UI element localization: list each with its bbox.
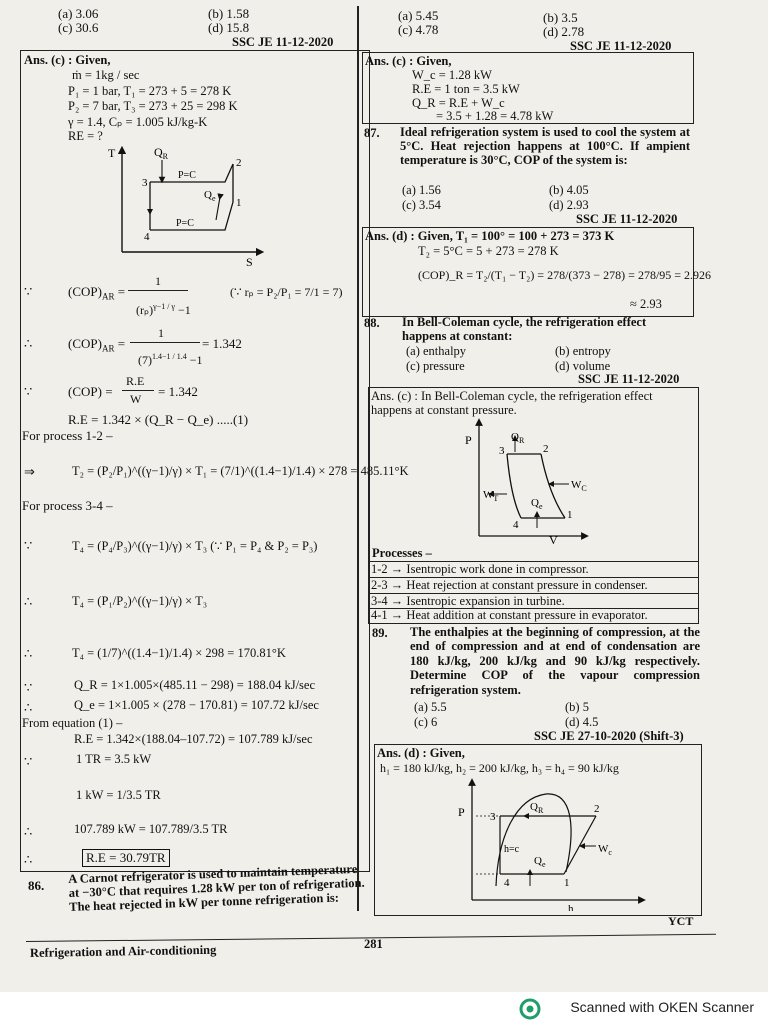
cop3-symbol: ∵ [24, 384, 33, 399]
ans88-text: Ans. (c) : In Bell-Coleman cycle, the refrigeration effect happens at constant pressure. [371, 389, 653, 417]
cop1-lhs: $(COP)_{AR}$ = [68, 284, 126, 302]
cop1-symbol: ∵ [24, 284, 33, 299]
q85-option-d: (d) 15.8 [208, 20, 250, 35]
process-3-4: 3-4 → Isentropic expansion in turbine. [371, 594, 565, 608]
ph-point-2: 2 [594, 803, 600, 815]
ts-point-1: 1 [236, 197, 242, 209]
from-equation: From equation (1) – [22, 716, 123, 730]
pv-wc-label: $W_C$ [571, 479, 587, 493]
cop2-result: = 1.342 [202, 336, 242, 351]
ton-conversion: 1 TR = 3.5 kW [76, 752, 152, 766]
oken-scanner-icon [519, 998, 541, 1020]
ph-p-label: P [458, 805, 465, 819]
q86-prev-option-c: (c) 4.78 [398, 22, 439, 37]
ans86-head: Ans. (c) : Given, [365, 54, 452, 68]
ts-isobar-label-low: P=C [176, 218, 194, 229]
cop2-denominator: $(7)^{1.4-1 / 1.4} -1$ [138, 352, 203, 367]
t4a-equation: T₄ = (P₄/P₃)^((γ−1)/γ) × T₃ (∵ P₁ = P₄ & P₂ = P₃) [72, 539, 318, 553]
ph-point-3: 3 [490, 811, 496, 823]
final-symbol: ∴ [24, 852, 33, 867]
q87-reference: SSC JE 11-12-2020 [576, 212, 678, 226]
process-12-heading: For process 1-2 – [22, 428, 113, 443]
cop3-result: = 1.342 [158, 384, 198, 399]
ans86-wc: W_c = 1.28 kW [412, 68, 492, 82]
re-calculation: R.E = 1.342×(188.04–107.72) = 107.789 kJ/sec [74, 732, 313, 746]
t4b-symbol: ∴ [24, 594, 33, 609]
cop2-numerator: 1 [158, 326, 164, 340]
ph-wc-label: $W_c$ [598, 843, 612, 857]
q86-number: 86. [28, 878, 45, 893]
t4c-equation: T₄ = (1/7)^((1.4−1)/1.4) × 298 = 170.81°K [72, 646, 286, 660]
page-number: 281 [364, 937, 383, 951]
process-34-heading: For process 3-4 – [22, 498, 113, 513]
ph-qe-label: $Q_e$ [534, 855, 546, 869]
cop3-numerator: R.E [126, 374, 145, 388]
t4c-symbol: ∴ [24, 646, 33, 661]
pv-diagram [455, 418, 595, 546]
processes-heading: Processes – [372, 546, 432, 560]
q85-option-b: (b) 1.58 [208, 6, 250, 21]
q89-text: The enthalpies at the beginning of compression, at the end of compression and at end of condensation are 180 kJ/kg, 200 kJ/kg and 90 kJ/kg respectively. Determine COP of the vapour compression refrigeration system. [410, 625, 700, 697]
q88-number: 88. [364, 316, 380, 330]
q87-option-a: (a) 1.56 [402, 183, 441, 197]
qe-equation: Q_e = 1×1.005 × (278 − 170.81) = 107.72 kJ/sec [74, 698, 319, 712]
q88-option-a: (a) enthalpy [406, 344, 467, 358]
re-equation: R.E = 1.342 × (Q_R − Q_e) .....(1) [68, 412, 249, 427]
ts-point-3: 3 [142, 177, 148, 189]
ph-diagram [446, 776, 646, 911]
cop2-lhs: $(COP)_{AR}$ = [68, 336, 126, 354]
q89-option-b: (b) 5 [565, 700, 589, 714]
conv-symbol: ∴ [24, 824, 33, 839]
cop3-denominator: W [130, 392, 142, 406]
q87-number: 87. [364, 126, 380, 140]
qr-equation: Q_R = 1×1.005×(485.11 − 298) = 188.04 kJ/sec [74, 678, 316, 692]
re-in-tr: 107.789 kW = 107.789/3.5 TR [74, 822, 228, 836]
q88-option-d: (d) volume [555, 359, 611, 373]
q88-option-b: (b) entropy [555, 344, 611, 358]
ts-qe-label: $Q_e$ [204, 189, 216, 203]
cop3-fraction-bar [122, 390, 154, 391]
ts-isobar-label-high: P=C [178, 170, 196, 181]
t2-implies: ⇒ [24, 464, 35, 479]
pv-p-label: P [465, 433, 472, 447]
q86-prev-option-a: (a) 5.45 [398, 8, 439, 23]
ans87-approx: ≈ 2.93 [630, 297, 662, 311]
q89-option-a: (a) 5.5 [414, 700, 447, 714]
ans87-cop: (COP)_R = T₂/(T₁ − T₂) = 278/(373 − 278) = 278/95 = 2.926 [418, 268, 712, 282]
pv-point-3: 3 [499, 445, 505, 457]
ans89-head: Ans. (d) : Given, [377, 746, 465, 760]
ph-compression [564, 816, 596, 874]
cop2-fraction-bar [130, 342, 200, 343]
final-answer: R.E = 30.79TR [82, 849, 170, 867]
cop1-numerator: 1 [155, 274, 161, 288]
t4b-equation: T₄ = (P₁/P₂)^((γ−1)/γ) × T₃ [72, 594, 208, 608]
q89-option-c: (c) 6 [414, 715, 438, 729]
q89-number: 89. [372, 626, 388, 640]
pv-expansion [507, 454, 521, 518]
q85-reference: SSC JE 11-12-2020 [232, 35, 334, 49]
q89-reference: SSC JE 27-10-2020 (Shift-3) [534, 729, 684, 743]
ts-point-4: 4 [144, 231, 150, 243]
ph-h-label: h [568, 903, 574, 911]
cop2-symbol: ∴ [24, 336, 33, 351]
pv-v-label: V [549, 533, 558, 546]
q86-prev-reference: SSC JE 11-12-2020 [570, 39, 672, 53]
qe-arrow [216, 197, 220, 220]
ans87-line2: T₂ = 5°C = 5 + 273 = 278 K [418, 244, 559, 258]
tr-symbol: ∵ [24, 754, 33, 769]
pv-compression [541, 454, 565, 518]
q87-text: Ideal refrigeration system is used to cool the system at 5°C. Heat rejection happens at 100°C. If ampient temperature is 30°C, COP of the system is: [400, 125, 690, 167]
pv-wt-label: $W_T$ [483, 489, 499, 503]
q88-option-c: (c) pressure [406, 359, 465, 373]
cop3-lhs: (COP) = [68, 384, 113, 399]
pv-qe-label: $Q_e$ [531, 497, 543, 511]
q85-option-a: (a) 3.06 [58, 6, 99, 21]
ph-isenthalpic-label: h=c [504, 844, 520, 855]
cop1-fraction-bar [128, 290, 188, 291]
q86-prev-option-b: (b) 3.5 [543, 10, 578, 25]
q88-text: In Bell-Coleman cycle, the refrigeration effect happens at constant: [402, 315, 647, 343]
s-axis-label: S [246, 255, 253, 267]
ans89-given: h₁ = 180 kJ/kg, h₂ = 200 kJ/kg, h₃ = h₄ = 90 kJ/kg [380, 761, 619, 775]
given-mass: ṁ = 1kg / sec [72, 68, 140, 82]
cop1-side-note: (∵ rₚ = P₂/P₁ = 7/1 = 7) [230, 285, 343, 299]
q88-reference: SSC JE 11-12-2020 [578, 372, 680, 386]
process-2-3: 2-3 → Heat rejection at constant pressure in condenser. [371, 578, 648, 592]
cop1-denominator: $(r_p)^{\gamma-1 / \gamma} -1$ [136, 302, 191, 317]
ans-head: Ans. (c) : Given, [24, 53, 111, 67]
process-1-2: 1-2 → Isentropic work done in compressor. [371, 562, 589, 576]
ans86-result: = 3.5 + 1.28 = 4.78 kW [436, 109, 554, 123]
ans86-qr: Q_R = R.E + W_c [412, 96, 505, 110]
q89-option-d: (d) 4.5 [565, 715, 599, 729]
q86-text: A Carnot refrigerator is used to maintain temperature at −30°C that requires 1.28 kW per ton of refrigeration. The heat rejected in kW per tonne refrigeration is: [68, 861, 365, 914]
ph-point-4: 4 [504, 877, 510, 889]
brand-label: YCT [668, 914, 694, 928]
given-p2: P₂ = 7 bar, T₃ = 273 + 25 = 298 K [68, 99, 238, 113]
pv-point-4: 4 [513, 519, 519, 531]
scanner-watermark: Scanned with OKEN Scanner [570, 999, 754, 1015]
ans87-line1: Ans. (d) : Given, T₁ = 100° = 100 + 273 = 373 K [365, 229, 615, 243]
pv-point-2: 2 [543, 443, 549, 455]
qr-symbol: ∵ [24, 680, 33, 695]
ts-qr-label: $Q_R$ [154, 145, 169, 161]
q87-option-c: (c) 3.54 [402, 198, 441, 212]
ans86-re: R.E = 1 ton = 3.5 kW [412, 82, 520, 96]
t-axis-label: T [108, 146, 116, 160]
ts-point-2: 2 [236, 157, 242, 169]
ph-point-1: 1 [564, 877, 570, 889]
pv-qr-label: $Q_R$ [511, 431, 525, 445]
ph-qr-label: $Q_R$ [530, 801, 544, 815]
given-gamma: γ = 1.4, Cₚ = 1.005 kJ/kg-K [68, 115, 208, 129]
q86-prev-option-d: (d) 2.78 [543, 24, 585, 39]
qe-symbol: ∴ [24, 700, 33, 715]
q87-option-b: (b) 4.05 [549, 183, 589, 197]
t2-equation: T₂ = (P₂/P₁)^((γ−1)/γ) × T₁ = (7/1)^((1.4−1)/1.4) × 278 = 485.11°K [72, 464, 409, 478]
given-p1: P₁ = 1 bar, T₁ = 273 + 5 = 278 K [68, 84, 232, 98]
process-4-1: 4-1 → Heat addition at constant pressure in evaporator. [371, 608, 648, 622]
t4a-symbol: ∵ [24, 538, 33, 553]
pv-point-1: 1 [567, 509, 573, 521]
ts-diagram [100, 142, 270, 267]
kw-conversion: 1 kW = 1/3.5 TR [76, 788, 161, 802]
given-re: RE = ? [68, 129, 103, 143]
subject-label: Refrigeration and Air-conditioning [29, 942, 217, 960]
q87-option-d: (d) 2.93 [549, 198, 589, 212]
q85-option-c: (c) 30.6 [58, 20, 99, 35]
